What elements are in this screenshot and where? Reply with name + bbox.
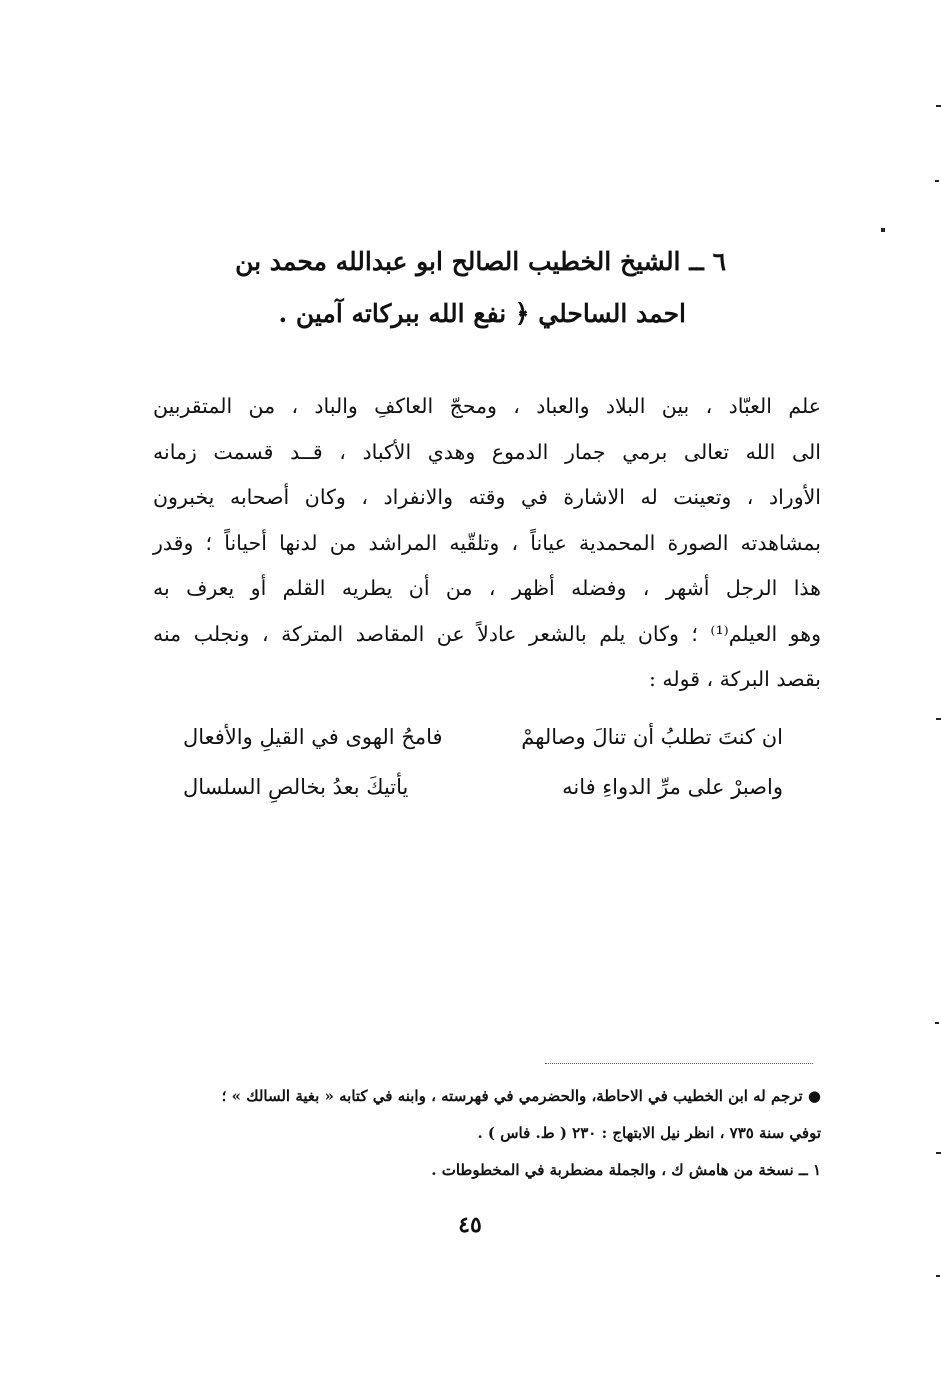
- biography-heading: [206, 236, 726, 340]
- heading-line-1: ٦ ــ الشيخ الخطيب الصالح ابو عبدالله محمد بن: [235, 247, 726, 276]
- poem-verse: [183, 712, 783, 762]
- biography-paragraph: [153, 384, 821, 703]
- footnote-line: توفي سنة ٧٣٥ ، انظر نيل الابتهاج : ٢٣٠ ( ط. فاس ) .: [477, 1124, 821, 1142]
- footnote-line: ● ترجم له ابن الخطيب في الاحاطة، والحضرمي في فهرسته ، وابنه في كتابه « بغية السالك » ؛: [221, 1087, 821, 1105]
- scan-speck: [936, 1152, 941, 1154]
- verse-second-hemistich: فامحُ الهوى في القيلِ والأفعال: [183, 725, 443, 749]
- scan-speck: [936, 718, 941, 720]
- heading-line-2: احمد الساحلي ﴿ نفع الله ببركاته آمين .: [278, 299, 686, 328]
- scan-speck: [935, 180, 939, 182]
- scan-speck: [936, 105, 941, 107]
- footnote-line: ١ ــ نسخة من هامش ك ، والجملة مضطربة في المخطوطات .: [431, 1161, 821, 1179]
- paragraph-line: بمشاهدته الصورة المحمدية عياناً ، وتلقّيه المراشد من لدنها أحياناً ؛ وقدر: [153, 530, 821, 555]
- footnotes: [141, 1078, 821, 1189]
- page-number: ٤٥: [458, 1212, 482, 1238]
- verse-first-hemistich: ان كنتَ تطلبُ أن تنالَ وصالهمْ: [521, 725, 783, 749]
- paragraph-line: علم العبّاد ، بين البلاد والعباد ، ومحجّ العاكفِ والباد ، من المتقربين: [153, 394, 821, 418]
- poem: [183, 712, 783, 812]
- paragraph-line: وهو العيلم⁽¹⁾ ؛ وكان يلم بالشعر عادلاً عن المقاصد المتركة ، ونجلب منه: [153, 621, 821, 646]
- verse-first-hemistich: واصبرْ على مرِّ الدواءِ فانه: [562, 775, 783, 799]
- scan-speck: [936, 1275, 940, 1277]
- paragraph-line: الى الله تعالى برمي جمار الدموع وهدي الأكباد ، قــد قسمت زمانه: [153, 439, 821, 464]
- paragraph-line: الأوراد ، وتعينت له الاشارة في وقته والانفراد ، وكان أصحابه يخبرون: [153, 485, 821, 509]
- scan-speck: [881, 228, 885, 232]
- paragraph-line: بقصد البركة ، قوله :: [648, 667, 821, 691]
- verse-second-hemistich: يأتيكَ بعدُ بخالصِ السلسال: [183, 775, 409, 799]
- scan-speck: [935, 1022, 939, 1024]
- footnote-separator: [545, 1063, 813, 1064]
- paragraph-line: هذا الرجل أشهر ، وفضله أظهر ، من أن يطريه القلم أو يعرف به: [153, 576, 821, 600]
- poem-verse: [183, 762, 783, 812]
